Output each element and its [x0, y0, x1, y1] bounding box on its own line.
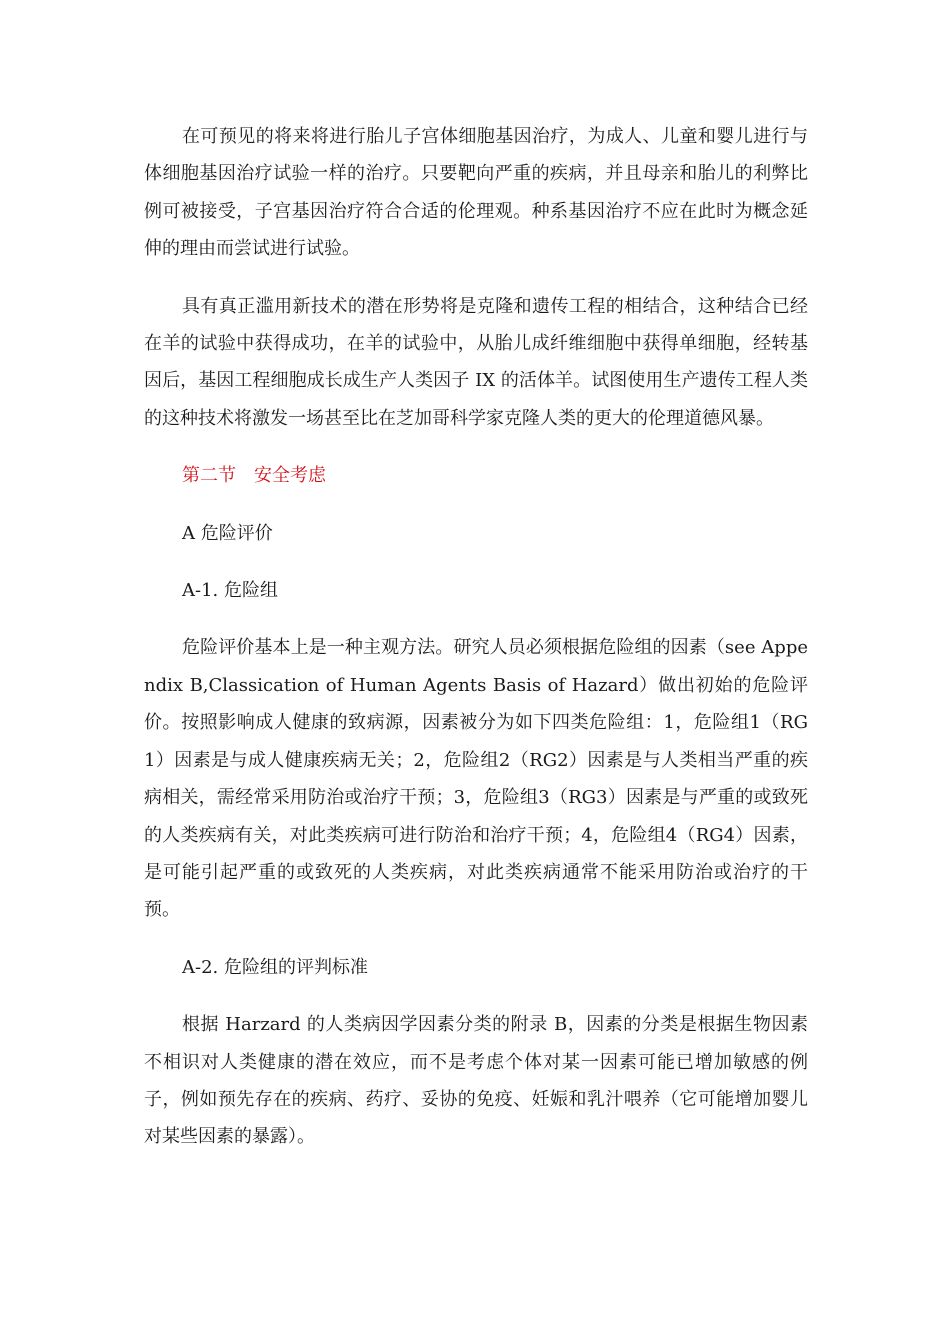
heading-risk-groups: A-1. 危险组 [182, 580, 278, 602]
heading-risk-group-criteria: A-2. 危险组的评判标准 [182, 956, 368, 978]
spacer [144, 986, 808, 1006]
spacer [144, 552, 808, 572]
spacer [144, 609, 808, 629]
paragraph-fetal-gene-therapy: 在可预见的将来将进行胎儿子宫体细胞基因治疗，为成人、儿童和婴儿进行与体细胞基因治疗试验一样的治疗。只要靶向严重的疾病，并且母亲和胎儿的利弊比例可被接受，子宫基因治疗符合合适的伦理观。种系基因治疗不应在此时为概念延伸的理由而尝试进行试验。 [144, 126, 808, 260]
paragraph-appendix-b: 根据 Harzard 的人类病因学因素分类的附录 B，因素的分类是根据生物因素不相识对人类健康的潜在效应，而不是考虑个体对某一因素可能已增加敏感的例子，例如预先存在的疾病、药疗、妥协的免疫、妊娠和乳汁喂养（它可能增加婴儿对某些因素的暴露）。 [144, 1014, 808, 1148]
paragraph-risk-groups: 危险评价基本上是一种主观方法。研究人员必须根据危险组的因素（see Appendix B,Classication of Human Agents Basis of Hazard）做出初始的危险评价。按照影响成人健康的致病源，因素被分为如下四类危险组：1，危险组1（RG1）因素是与成人健康疾病无关；2，危险组2（RG2）因素是与人类相当严重的疾病相关，需经常采用防治或治疗干预；3，危险组3（RG3）因素是与严重的或致死的人类疾病有关，对此类疾病可进行防治和治疗干预；4，危险组4（RG4）因素，是可能引起严重的或致死的人类疾病，对此类疾病通常不能采用防治或治疗的干预。 [144, 637, 808, 921]
document-page [144, 118, 808, 1156]
spacer [144, 437, 808, 457]
spacer [144, 268, 808, 288]
spacer [144, 495, 808, 515]
paragraph-cloning-genetic-engineering: 具有真正滥用新技术的潜在形势将是克隆和遗传工程的相结合，这种结合已经在羊的试验中获得成功，在羊的试验中，从胎儿成纤维细胞中获得单细胞，经转基因后，基因工程细胞成长成生产人类因子 IX 的活体羊。试图使用生产遗传工程人类的这种技术将激发一场甚至比在芝加哥科学家克隆人类的更大的伦理道德风暴。 [144, 295, 808, 429]
section-title: 第二节 安全考虑 [182, 465, 326, 487]
spacer [144, 929, 808, 949]
heading-risk-assessment: A 危险评价 [182, 522, 273, 544]
